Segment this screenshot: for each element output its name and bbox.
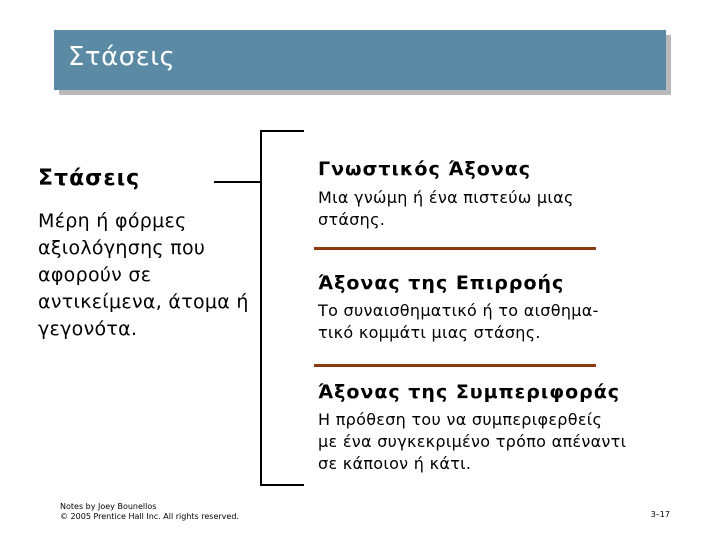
behavioral-heading: Άξονας της Συμπεριφοράς <box>318 381 621 403</box>
bracket-bottom <box>260 484 304 486</box>
description-line: Το συναισθηματικό ή το αισθημα- <box>318 301 599 320</box>
slide-title: Στάσεις <box>68 42 176 72</box>
copyright: © 2005 Prentice Hall Inc. All rights reserved. <box>60 512 239 521</box>
footer-notes <box>60 502 239 522</box>
bracket-vertical <box>260 130 262 486</box>
divider-line <box>314 247 596 250</box>
left-definition: Μέρη ή φόρμες αξιολόγησης που αφορούν σε αντικείμενα, άτομα ή γεγονότα. <box>38 210 249 340</box>
notes-author: Notes by Joey Bounellos <box>60 502 157 511</box>
left-heading: Στάσεις <box>38 166 141 191</box>
affective-heading: Άξονας της Επιρροής <box>318 272 565 294</box>
bracket-top <box>260 130 304 132</box>
description-line: Μια γνώμη ή ένα πιστεύω μιας <box>318 188 574 207</box>
cognitive-heading: Γνωστικός Άξονας <box>318 158 532 180</box>
behavioral-description <box>318 409 626 475</box>
description-line: τικό κομμάτι μιας στάσης. <box>318 323 541 342</box>
description-line: Η πρόθεση του να συμπεριφερθείς <box>318 410 603 429</box>
divider-line <box>314 364 596 367</box>
affective-description <box>318 300 599 344</box>
page-number: 3–17 <box>650 510 670 519</box>
cognitive-description <box>318 187 574 231</box>
description-line: στάσης. <box>318 210 386 229</box>
title-bar <box>54 30 666 90</box>
connector-line <box>214 181 262 183</box>
description-line: με ένα συγκεκριμένο τρόπο απέναντι <box>318 432 627 451</box>
description-line: σε κάποιον ή κάτι. <box>318 454 472 473</box>
